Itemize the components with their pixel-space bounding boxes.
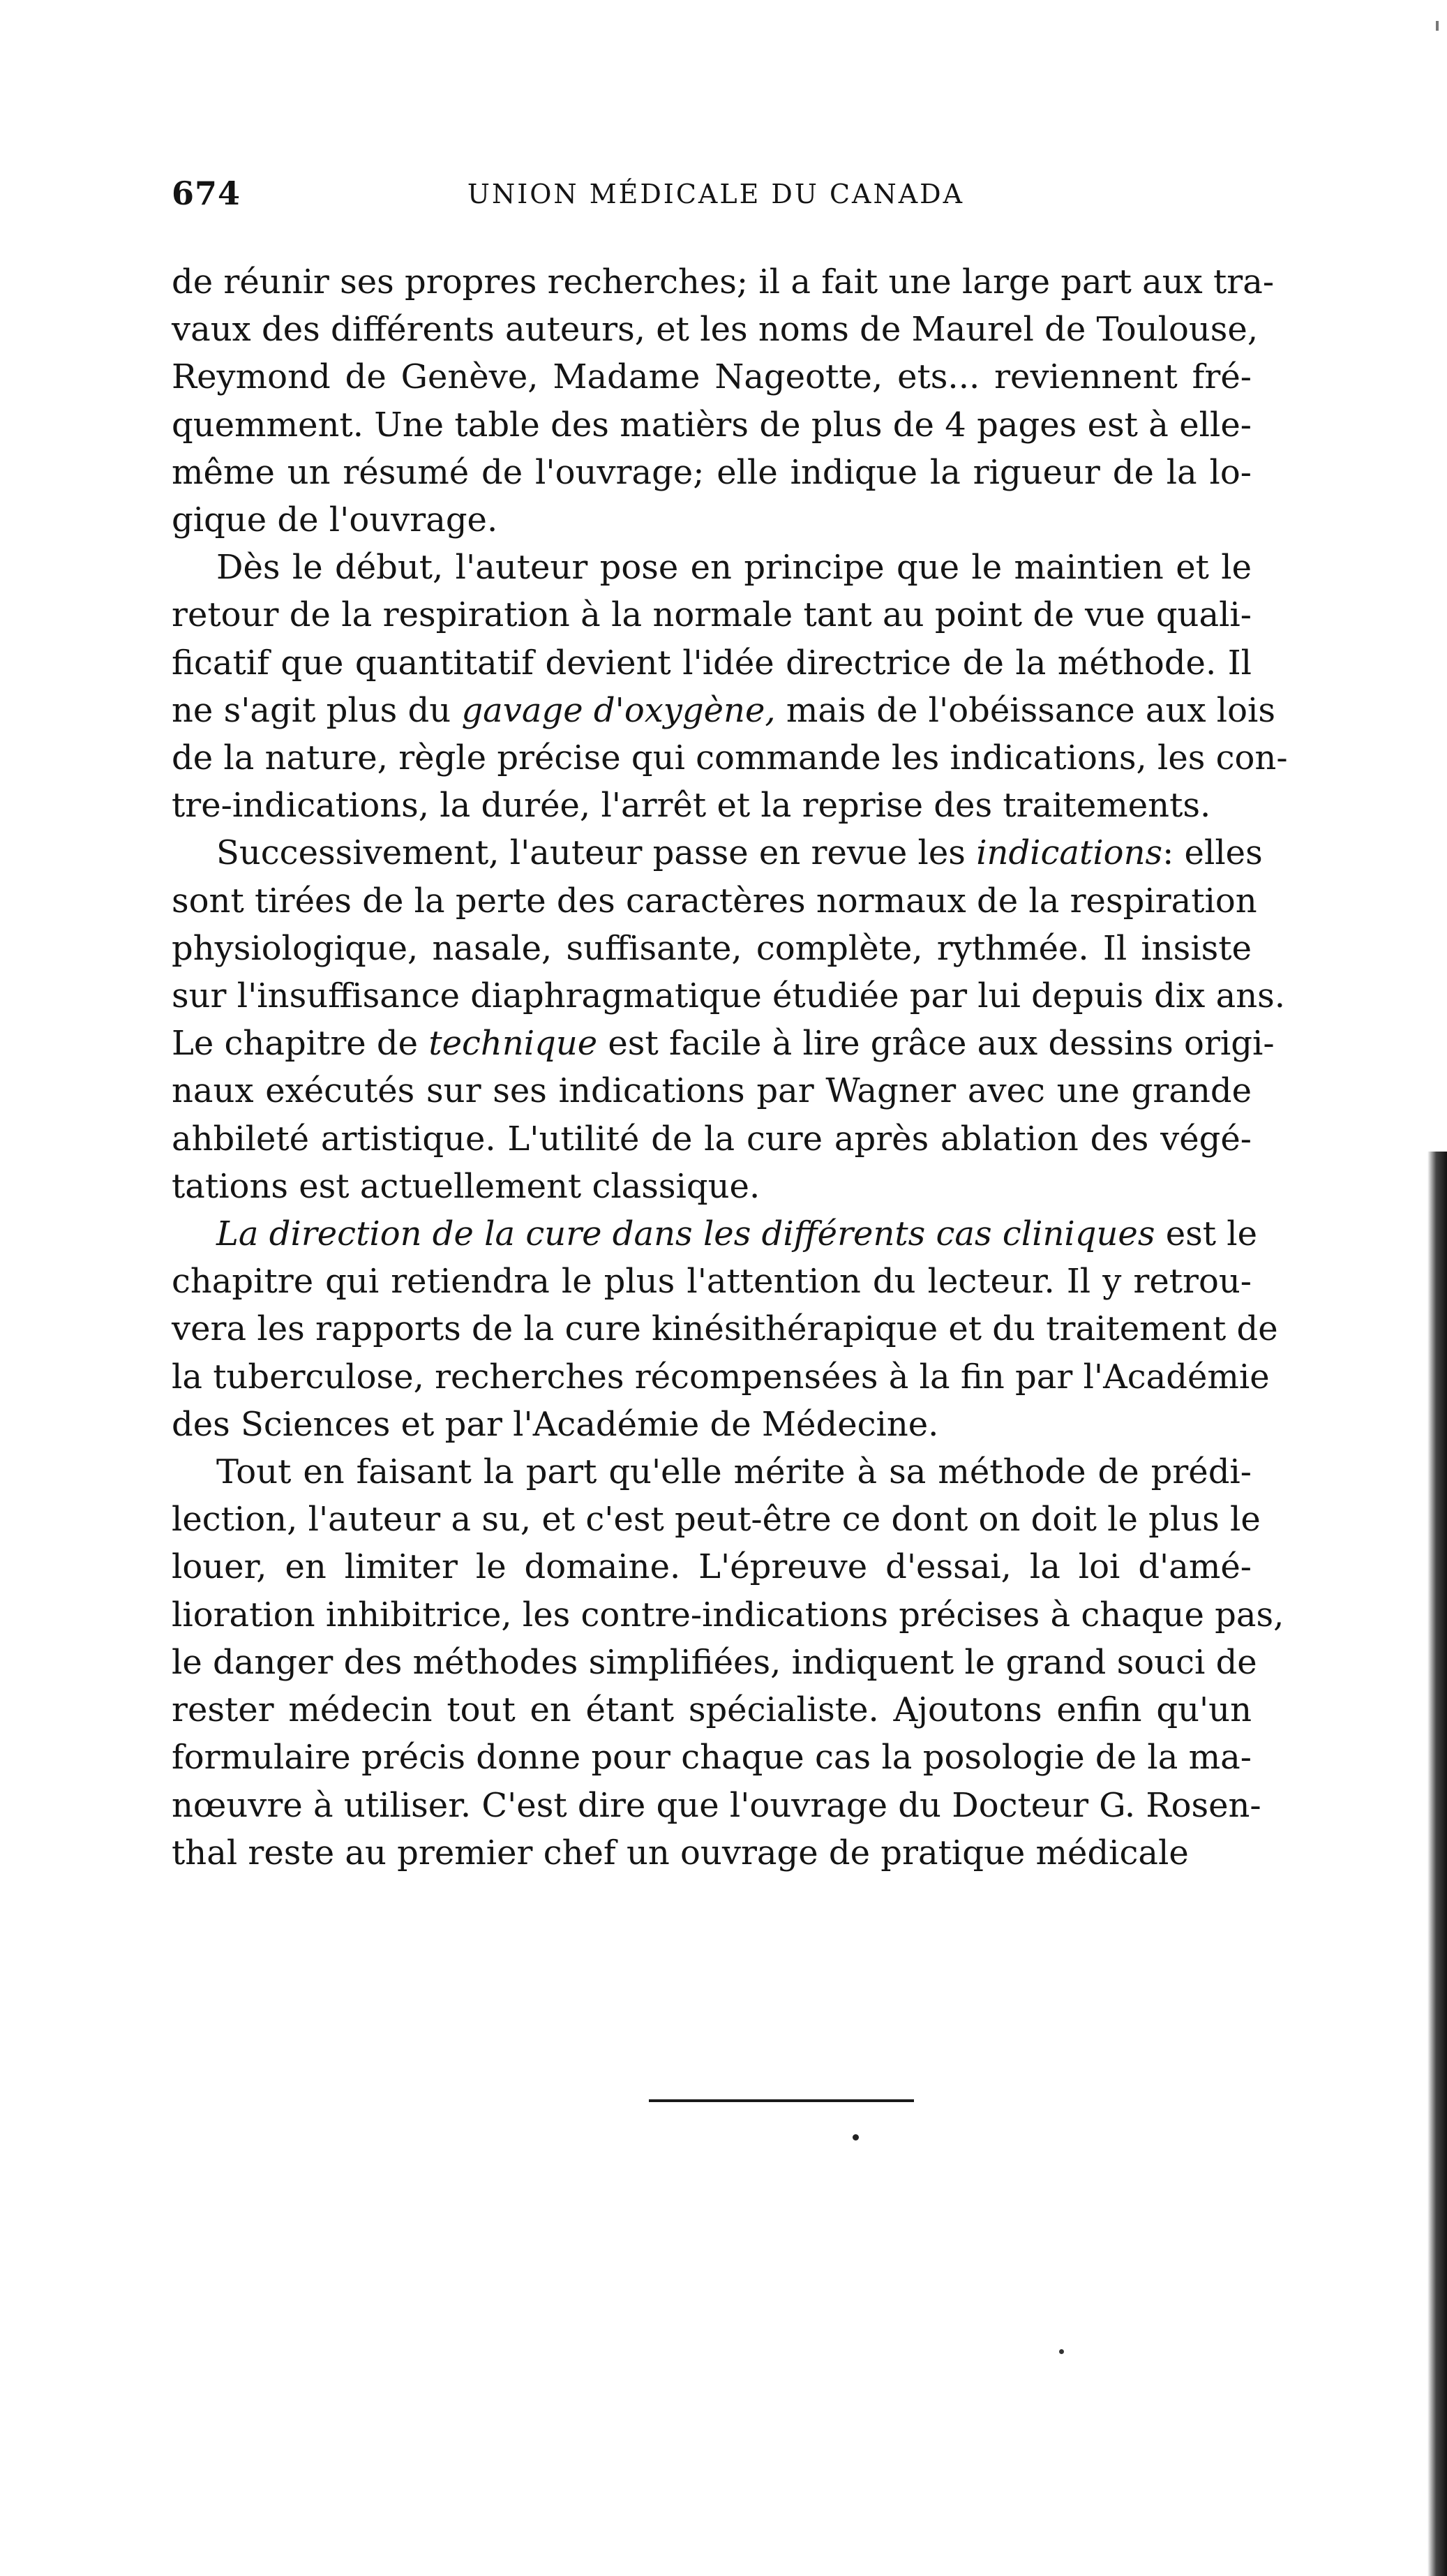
text-segment: ne s'agit plus du [172,690,462,730]
text-line: de réunir ses propres recherches; il a fait une large part aux tra- [172,262,1275,301]
text-line: de la nature, règle précise qui commande les indications, les con- [172,738,1288,778]
paragraph-4 [172,1210,1278,1448]
text-segment: est facile à lire grâce aux dessins origi- [597,1024,1275,1064]
paragraph-3 [172,829,1285,1210]
text-line: retour de la respiration à la normale tant au point de vue quali- [172,595,1252,635]
text-line: physiologique, nasale, suffisante, complète, rythmée. Il insiste [172,928,1252,968]
italic-term: La direction de la cure dans les différents cas cliniques [216,1214,1155,1254]
italic-term: indications [976,833,1163,873]
text-line: Dès le début, l'auteur pose en principe que le maintien et le [216,548,1252,588]
text-line: naux exécutés sur ses indications par Wagner avec une grande [172,1071,1252,1111]
text-line: tre-indications, la durée, l'arrêt et la reprise des traitements. [172,786,1211,826]
text-line: Tout en faisant la part qu'elle mérite à sa méthode de prédi- [216,1452,1252,1492]
page-header [172,174,1260,230]
text-line: chapitre qui retiendra le plus l'attention du lecteur. Il y retrou- [172,1262,1252,1302]
text-line: quemment. Une table des matièrs de plus de 4 pages est à elle- [172,405,1252,445]
paragraph-5 [172,1448,1284,1877]
text-line: ficatif que quantitatif devient l'idée directrice de la méthode. Il [172,643,1252,683]
text-line: gique de l'ouvrage. [172,500,498,540]
paragraph-2 [172,544,1288,829]
text-segment: est le [1155,1214,1258,1254]
text-line: lection, l'auteur a su, et c'est peut-être ce dont on doit le plus le [172,1500,1261,1540]
text-line [172,1020,1275,1067]
page-number: 674 [172,174,241,212]
text-line: ahbileté artistique. L'utilité de la cure après ablation des végé- [172,1119,1252,1159]
text-line: tations est actuellement classique. [172,1166,760,1206]
text-line: le danger des méthodes simplifiées, indiquent le grand souci de [172,1642,1257,1682]
text-line: rester médecin tout en étant spécialiste. Ajoutons enfin qu'un [172,1690,1252,1730]
text-line: des Sciences et par l'Académie de Médecine. [172,1404,939,1444]
text-line: sont tirées de la perte des caractères normaux de la respiration [172,881,1257,921]
running-title: UNION MÉDICALE DU CANADA [467,179,965,209]
text-segment: : elles [1162,833,1263,873]
italic-term: technique [428,1024,598,1064]
text-line: lioration inhibitrice, les contre-indications précises à chaque pas, [172,1595,1284,1635]
text-line: nœuvre à utiliser. C'est dire que l'ouvrage du Docteur G. Rosen- [172,1785,1261,1825]
text-line: thal reste au premier chef un ouvrage de pratique médicale [172,1833,1189,1873]
ink-speck [853,2134,859,2141]
section-divider [649,2099,914,2102]
text-line [172,829,1263,877]
text-line: Reymond de Genève, Madame Nageotte, ets... reviennent fré- [172,357,1252,397]
ink-speck [1059,2349,1064,2354]
text-segment: Successivement, l'auteur passe en revue les [216,833,977,873]
italic-term: gavage d'oxygène, [461,690,776,730]
text-line: même un résumé de l'ouvrage; elle indique la rigueur de la lo- [172,452,1252,492]
text-line: vaux des différents auteurs, et les noms de Maurel de Toulouse, [172,310,1259,350]
text-segment: mais de l'obéissance aux lois [775,690,1276,730]
text-line: formulaire précis donne pour chaque cas la posologie de la ma- [172,1738,1252,1778]
text-line: sur l'insuffisance diaphragmatique étudiée par lui depuis dix ans. [172,976,1285,1016]
page-edge-shadow [1427,1152,1447,2576]
text-line: la tuberculose, recherches récompensées à la fin par l'Académie [172,1357,1270,1397]
paragraph-1 [172,258,1275,544]
text-line [172,687,1276,734]
text-segment: Le chapitre de [172,1024,429,1064]
text-line: vera les rapports de la cure kinésithérapique et du traitement de [172,1309,1278,1349]
text-line: louer, en limiter le domaine. L'épreuve d'essai, la loi d'amé- [172,1547,1252,1587]
scan-mark [1436,21,1439,31]
text-line [172,1210,1258,1258]
body-text [172,258,1288,1877]
